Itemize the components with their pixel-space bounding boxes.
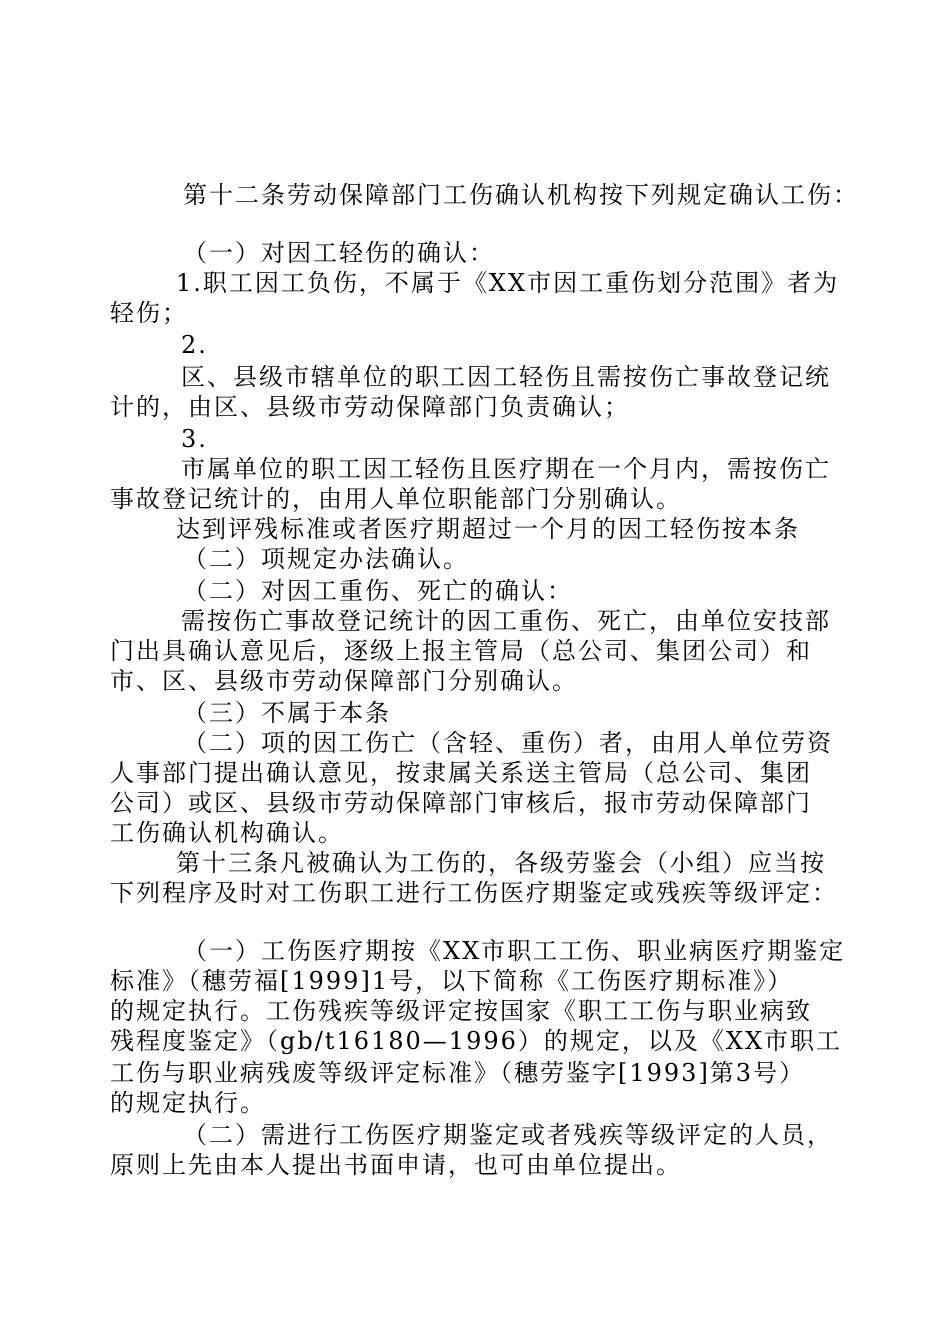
paragraph-line: 工伤与职业病残废等级评定标准》（穗劳鉴字[1993]第3号）: [110, 1059, 806, 1087]
section-1-heading: （一）对因工轻伤的确认：: [183, 239, 495, 267]
section-2-heading: （二）对因工重伤、死亡的确认：: [183, 577, 573, 605]
paragraph-line: 需按伤亡事故登记统计的因工重伤、死亡，由单位安技部: [181, 607, 831, 635]
paragraph-line: 计的，由区、县级市劳动保障部门负责确认；: [110, 393, 630, 421]
article-12-heading: 第十二条劳动保障部门工伤确认机构按下列规定确认工伤：: [183, 181, 859, 209]
paragraph-line: 区、县级市辖单位的职工因工轻伤且需按伤亡事故登记统: [181, 363, 831, 391]
paragraph-line: 的规定执行。: [110, 1089, 266, 1117]
paragraph-line: 门出具确认意见后，逐级上报主管局（总公司、集团公司）和: [110, 637, 812, 665]
paragraph-line: （二）项规定办法确认。: [183, 545, 469, 573]
paragraph-line: 人事部门提出确认意见，按隶属关系送主管局（总公司、集团: [110, 759, 812, 787]
paragraph-line: 下列程序及时对工伤职工进行工伤医疗期鉴定或残疾等级评定：: [110, 879, 838, 907]
paragraph-line: （二）项的因工伤亡（含轻、重伤）者，由用人单位劳资: [183, 729, 833, 757]
article-13-heading: 第十三条凡被确认为工伤的，各级劳鉴会（小组）应当按: [176, 849, 826, 877]
section-3-heading: （三）不属于本条: [183, 699, 391, 727]
paragraph-line: （二）需进行工伤医疗期鉴定或者残疾等级评定的人员，: [183, 1121, 833, 1149]
paragraph-line: 市、区、县级市劳动保障部门分别确认。: [110, 667, 578, 695]
paragraph-line: 标准》（穗劳福[1999]1号，以下简称《工伤医疗期标准》）: [110, 967, 794, 995]
paragraph-line: 残程度鉴定》（gb/t16180—1996）的规定，以及《XX市职工: [110, 1027, 843, 1055]
list-number: 3.: [181, 425, 208, 453]
paragraph-line: 公司）或区、县级市劳动保障部门审核后，报市劳动保障部门: [110, 789, 812, 817]
paragraph-line: 轻伤；: [110, 299, 188, 327]
paragraph-line: 原则上先由本人提出书面申请，也可由单位提出。: [110, 1151, 682, 1179]
paragraph-line: 的规定执行。工伤残疾等级评定按国家《职工工伤与职业病致: [110, 997, 812, 1025]
list-number: 2.: [181, 331, 208, 359]
paragraph-line: 市属单位的职工因工轻伤且医疗期在一个月内，需按伤亡: [181, 455, 831, 483]
paragraph-line: （一）工伤医疗期按《XX市职工工伤、职业病医疗期鉴定: [183, 937, 846, 965]
paragraph-line: 达到评残标准或者医疗期超过一个月的因工轻伤按本条: [176, 515, 800, 543]
paragraph-line: 工伤确认机构确认。: [110, 819, 344, 847]
paragraph-line: 1.职工因工负伤，不属于《XX市因工重伤划分范围》者为: [176, 269, 840, 297]
paragraph-line: 事故登记统计的，由用人单位职能部门分别确认。: [110, 485, 682, 513]
